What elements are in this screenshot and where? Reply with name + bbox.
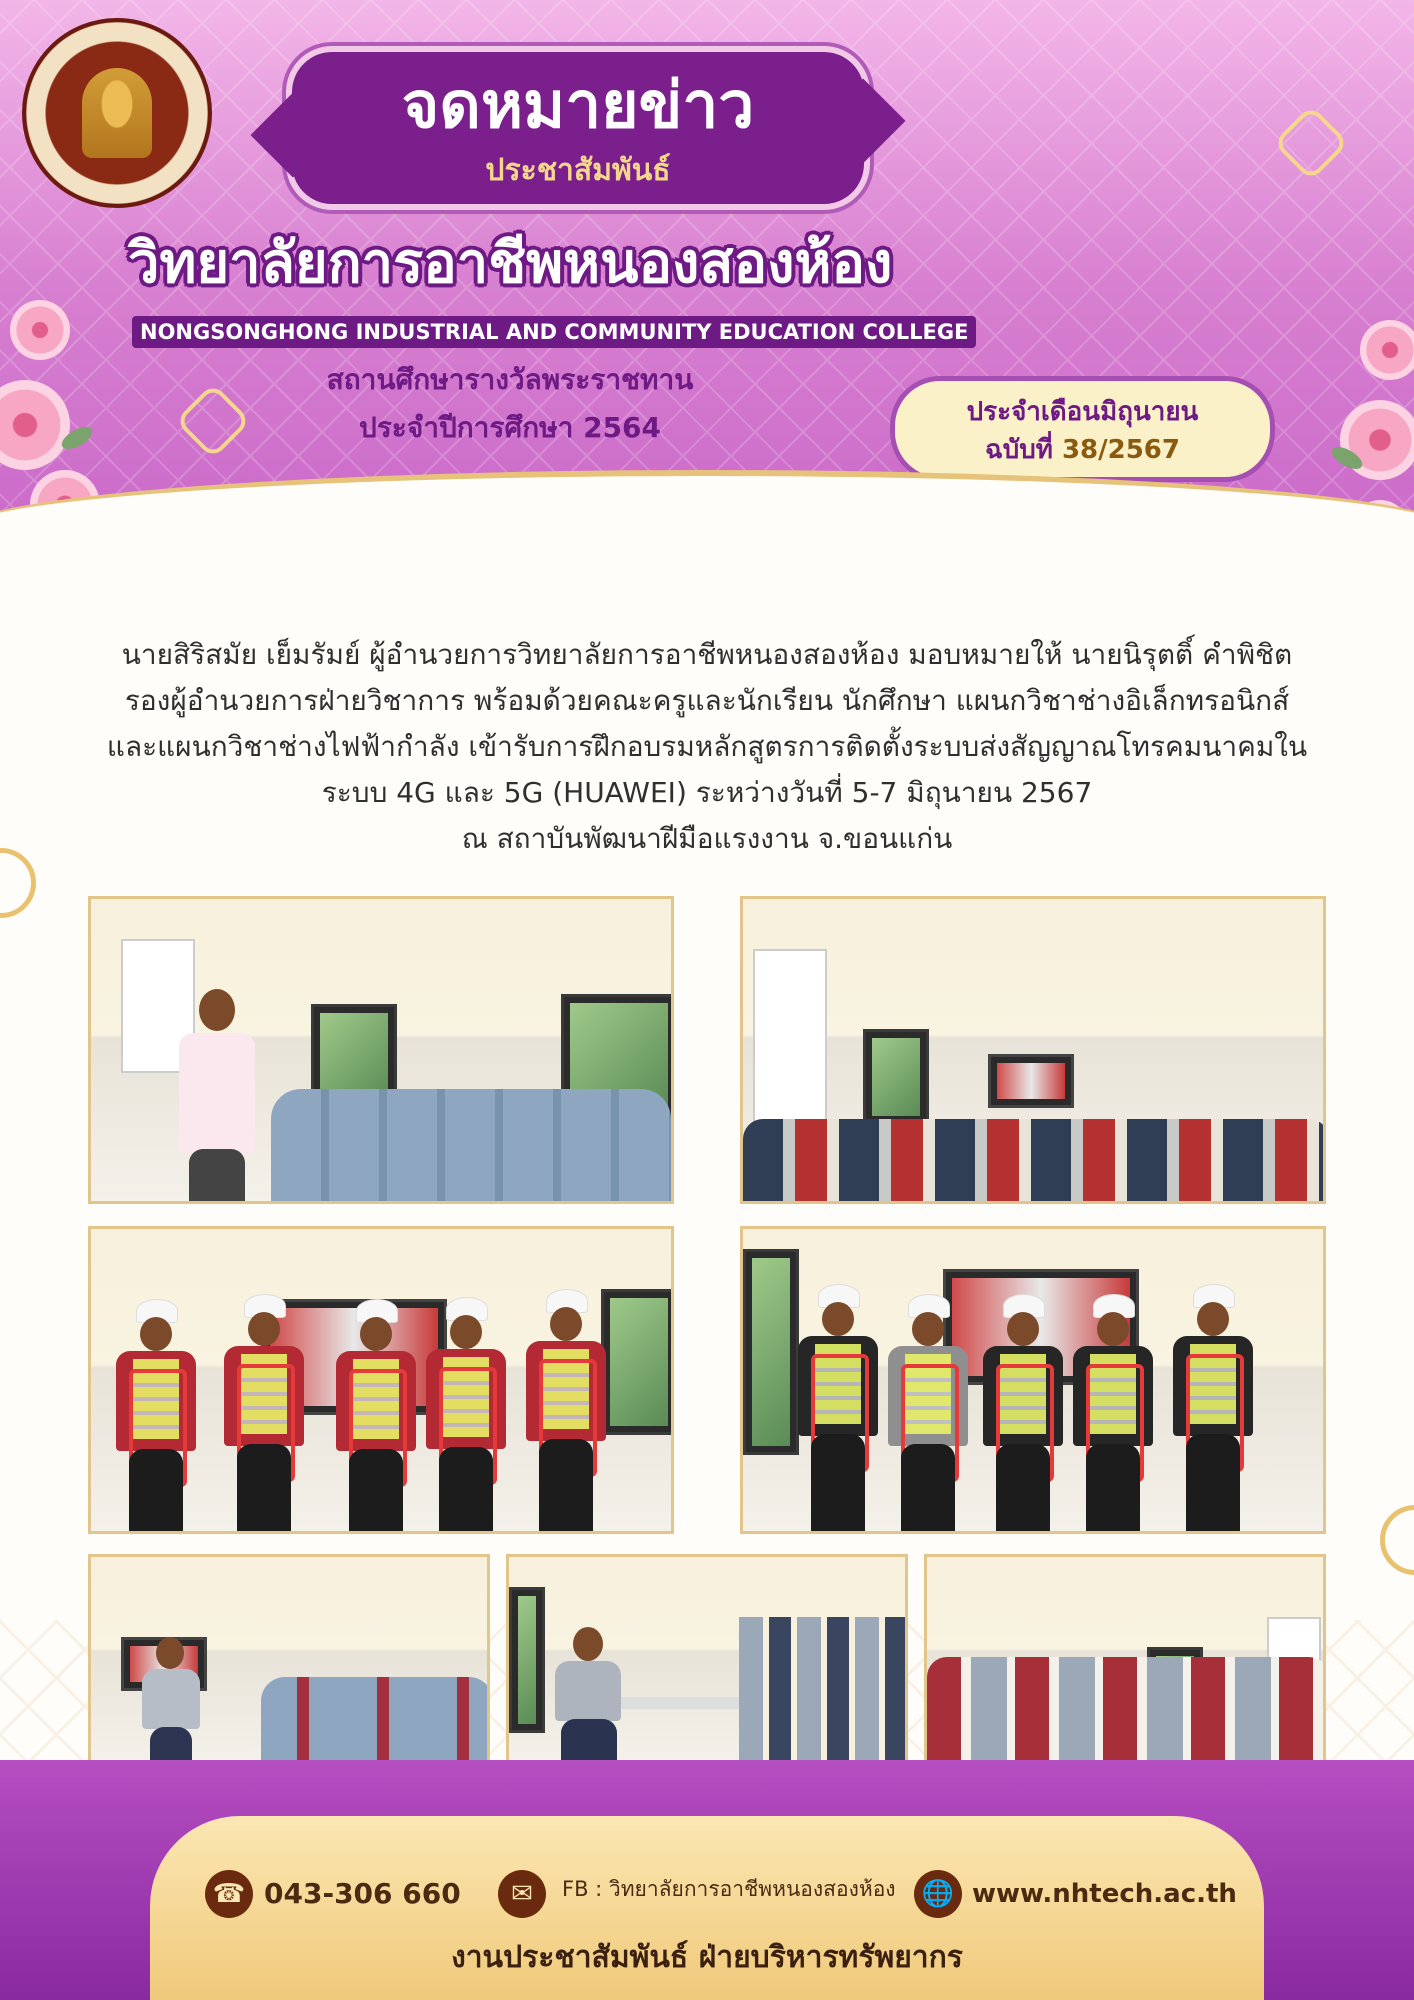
photo-training-room-presentation: [740, 896, 1326, 1204]
article-text: [62, 632, 1352, 862]
trainee: [111, 1299, 201, 1534]
window: [743, 1249, 799, 1455]
window: [509, 1587, 545, 1733]
photo-scene: [91, 1557, 487, 1761]
head: [1097, 1312, 1129, 1346]
photo-director-with-students: [88, 896, 674, 1204]
website-link[interactable]: www.nhtech.ac.th: [972, 1879, 1237, 1909]
issue-number: 38/2567: [1061, 435, 1180, 465]
students-group: [271, 1089, 671, 1204]
flower-decoration: [10, 300, 70, 360]
article-line: ระบบ 4G และ 5G (HUAWEI) ระหว่างวันที่ 5-7 มิถุนายน 2567: [321, 776, 1093, 809]
college-name-english: NONGSONGHONG INDUSTRIAL AND COMMUNITY EDUCATION COLLEGE: [132, 316, 976, 348]
trainee: [331, 1299, 421, 1534]
department-name: งานประชาสัมพันธ์ ฝ่ายบริหารทรัพยากร: [451, 1940, 963, 1975]
legs: [539, 1439, 593, 1534]
photo-audience-group: [924, 1554, 1326, 1764]
article-line: นายสิริสมัย เย็มรัมย์ ผู้อำนวยการวิทยาลัยการอาชีพหนองสองห้อง มอบหมายให้ นายนิรุตติ์ คำพิชิต: [121, 638, 1293, 671]
trainee: [521, 1289, 611, 1534]
standing-students: [739, 1617, 908, 1764]
head: [450, 1315, 482, 1349]
body: [179, 1033, 255, 1153]
head: [248, 1312, 280, 1346]
trainee: [883, 1294, 973, 1534]
legs: [189, 1149, 245, 1204]
facebook-page[interactable]: FB : วิทยาลัยการอาชีพหนองสองห้อง: [562, 1877, 896, 1901]
presentation-screen: [988, 1054, 1074, 1108]
photo-scene: [509, 1557, 905, 1761]
head: [912, 1312, 944, 1346]
article-line: ณ สถาบันพัฒนาฝีมือแรงงาน จ.ขอนแก่น: [461, 822, 953, 855]
head: [573, 1627, 603, 1661]
legs: [561, 1719, 617, 1764]
article-line: รองผู้อำนวยการฝ่ายวิชาการ พร้อมด้วยคณะครูและนักเรียน นักศึกษา แผนกวิชาช่างอิเล็กทรอนิกส์: [124, 684, 1290, 717]
mail-icon: ✉: [498, 1870, 546, 1918]
body: [142, 1669, 200, 1729]
trainee: [1068, 1294, 1158, 1534]
trainee: [793, 1284, 883, 1534]
photo-scene: [91, 899, 671, 1201]
newsletter-subtitle: ประชาสัมพันธ์: [485, 153, 671, 188]
legs: [237, 1444, 291, 1534]
photo-scene: [743, 1229, 1323, 1531]
trainee: [219, 1294, 309, 1534]
globe-icon: 🌐: [914, 1870, 962, 1918]
seated-trainer: [549, 1627, 629, 1764]
issue-month: ประจำเดือนมิถุนายน: [966, 397, 1199, 427]
head: [360, 1317, 392, 1351]
issue-prefix: ฉบับที่: [985, 435, 1062, 465]
legs: [349, 1449, 403, 1534]
trainee: [1168, 1284, 1258, 1534]
college-seal-logo: [22, 18, 212, 208]
flower-decoration: [1360, 320, 1414, 380]
seated-students: [261, 1677, 490, 1764]
award-line-1: สถานศึกษารางวัลพระราชทาน: [326, 363, 694, 396]
article-line: และแผนกวิชาช่างไฟฟ้ากำลัง เข้ารับการฝึกอบรมหลักสูตรการติดตั้งระบบส่งสัญญาณโทรคมนาคมใน: [106, 730, 1308, 763]
legs: [901, 1444, 955, 1534]
photo-scene: [743, 899, 1323, 1201]
college-name-thai: วิทยาลัยการอาชีพหนองสองห้อง: [128, 231, 893, 296]
photo-equipment-demo: [506, 1554, 908, 1764]
legs: [811, 1434, 865, 1534]
title-plate: [292, 52, 864, 204]
head: [1197, 1302, 1229, 1336]
head: [1007, 1312, 1039, 1346]
body: [555, 1661, 621, 1721]
photo-students-black-harness: [740, 1226, 1326, 1534]
phone-icon: ☎: [205, 1870, 253, 1918]
legs: [439, 1447, 493, 1534]
trainee: [978, 1294, 1068, 1534]
window: [601, 1289, 674, 1435]
legs: [996, 1444, 1050, 1534]
head: [156, 1637, 184, 1669]
head: [199, 989, 235, 1031]
issue-number-line: [895, 433, 1270, 467]
newsletter-title: จดหมายข่าว: [401, 69, 755, 143]
issue-badge: [890, 376, 1275, 482]
poster: [753, 949, 827, 1133]
photo-classroom-seated: [88, 1554, 490, 1764]
legs: [1086, 1444, 1140, 1534]
photo-scene: [91, 1229, 671, 1531]
head: [550, 1307, 582, 1341]
audience: [743, 1119, 1326, 1204]
trainee: [421, 1297, 511, 1534]
head: [822, 1302, 854, 1336]
audience: [927, 1657, 1326, 1764]
seal-emblem: [82, 68, 152, 158]
legs: [129, 1449, 183, 1534]
photo-students-red-harness: [88, 1226, 674, 1534]
instructor-figure: [136, 1637, 206, 1764]
legs: [150, 1727, 192, 1764]
window: [863, 1029, 929, 1125]
director-figure: [171, 989, 261, 1204]
photo-scene: [927, 1557, 1323, 1761]
legs: [1186, 1434, 1240, 1534]
head: [140, 1317, 172, 1351]
award-line-2: ประจำปีการศึกษา 2564: [358, 411, 662, 444]
phone-number[interactable]: 043-306 660: [264, 1877, 461, 1910]
